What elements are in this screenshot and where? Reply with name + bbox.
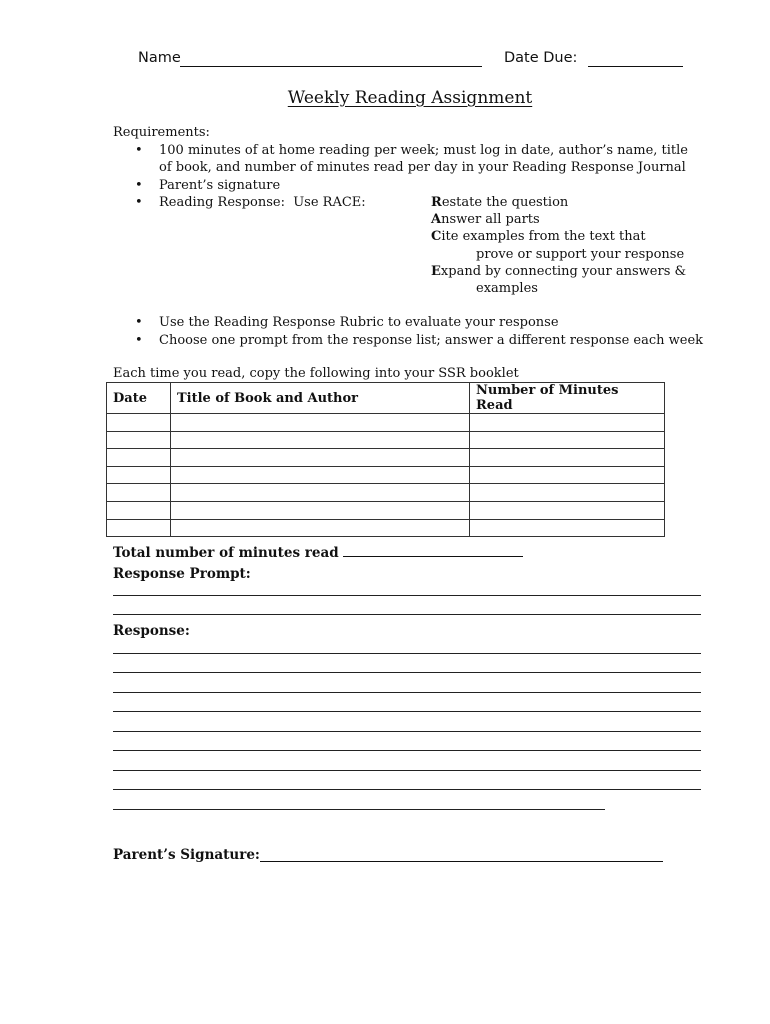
- title-cell[interactable]: [171, 484, 470, 502]
- requirement-item: Choose one prompt from the response list; answer a different response each week: [159, 333, 704, 348]
- bullet-marker: •: [135, 143, 143, 158]
- race-text: xpand by connecting your answers &: [440, 263, 687, 279]
- table-row: [107, 501, 665, 519]
- total-minutes-row: [113, 545, 523, 561]
- reading-log-table: [106, 382, 665, 537]
- response-line[interactable]: [113, 731, 701, 732]
- minutes-cell[interactable]: [470, 484, 665, 502]
- minutes-cell[interactable]: [470, 449, 665, 467]
- bullet-marker: •: [135, 333, 143, 348]
- minutes-cell[interactable]: [470, 501, 665, 519]
- response-prompt-line[interactable]: [113, 595, 701, 596]
- minutes-cell[interactable]: [470, 519, 665, 537]
- response-line[interactable]: [113, 711, 701, 712]
- title-cell[interactable]: [171, 431, 470, 449]
- table-row: [107, 519, 665, 537]
- response-line[interactable]: [113, 789, 701, 790]
- bullet-marker: •: [135, 315, 143, 330]
- requirement-item: 100 minutes of at home reading per week; must log in date, author’s name, title of book, and number of minutes read per day in your Reading Response Journal: [159, 143, 689, 175]
- parent-signature-label: Parent’s Signature:: [113, 847, 260, 863]
- date-due-field-line[interactable]: [588, 66, 683, 67]
- response-prompt-label: Response Prompt:: [113, 566, 251, 582]
- race-text: ite examples from the text that: [441, 229, 646, 245]
- date-cell[interactable]: [107, 449, 171, 467]
- table-row: [107, 466, 665, 484]
- race-letter: E: [431, 263, 441, 279]
- column-header-date: Date: [107, 383, 171, 414]
- date-cell[interactable]: [107, 431, 171, 449]
- race-letter: C: [431, 229, 442, 245]
- minutes-cell[interactable]: [470, 431, 665, 449]
- bullet-marker: •: [135, 178, 143, 193]
- race-steps: [431, 194, 686, 297]
- response-prompt-line[interactable]: [113, 614, 701, 615]
- date-cell[interactable]: [107, 414, 171, 432]
- name-label: Name: [138, 50, 181, 66]
- title-cell[interactable]: [171, 519, 470, 537]
- requirements-label: Requirements:: [113, 125, 210, 140]
- response-line[interactable]: [113, 672, 701, 673]
- page-title: Weekly Reading Assignment: [287, 88, 533, 108]
- date-cell[interactable]: [107, 466, 171, 484]
- race-text: estate the question: [441, 195, 569, 210]
- race-step: [431, 211, 686, 228]
- parent-signature-line[interactable]: [260, 861, 663, 862]
- response-line[interactable]: [113, 653, 701, 654]
- date-cell[interactable]: [107, 519, 171, 537]
- race-letter: R: [431, 195, 442, 210]
- table-row: [107, 449, 665, 467]
- minutes-cell[interactable]: [470, 414, 665, 432]
- bullet-marker: •: [135, 195, 143, 210]
- minutes-cell[interactable]: [470, 466, 665, 484]
- race-step: [431, 263, 686, 280]
- race-letter: A: [431, 212, 442, 228]
- race-step-continuation: prove or support your response: [476, 246, 685, 262]
- column-header-title: Title of Book and Author: [171, 383, 470, 414]
- table-row: [107, 431, 665, 449]
- log-instruction: Each time you read, copy the following into your SSR booklet: [113, 366, 519, 381]
- response-label: Response:: [113, 623, 190, 639]
- requirement-item: Use the Reading Response Rubric to evaluate your response: [159, 315, 559, 330]
- table-row: [107, 414, 665, 432]
- table-row: [107, 484, 665, 502]
- requirement-item: Reading Response: Use RACE:: [159, 195, 366, 210]
- date-cell[interactable]: [107, 501, 171, 519]
- race-text: nswer all parts: [441, 212, 540, 228]
- title-cell[interactable]: [171, 501, 470, 519]
- table-header-row: [107, 383, 665, 414]
- response-line[interactable]: [113, 770, 701, 771]
- total-minutes-label: Total number of minutes read: [113, 545, 339, 561]
- title-cell[interactable]: [171, 449, 470, 467]
- date-due-label: Date Due:: [504, 50, 578, 66]
- header-row: [138, 48, 698, 70]
- title-cell[interactable]: [171, 414, 470, 432]
- response-line[interactable]: [113, 809, 605, 810]
- race-step-continuation: examples: [476, 281, 538, 297]
- race-step: [431, 194, 686, 211]
- name-field-line[interactable]: [180, 66, 482, 67]
- response-line[interactable]: [113, 692, 701, 693]
- response-line[interactable]: [113, 750, 701, 751]
- title-cell[interactable]: [171, 466, 470, 484]
- requirement-item: Parent’s signature: [159, 178, 281, 193]
- date-cell[interactable]: [107, 484, 171, 502]
- race-step: [431, 228, 686, 245]
- column-header-minutes: Number of Minutes Read: [470, 383, 665, 414]
- total-minutes-field-line[interactable]: [343, 555, 523, 557]
